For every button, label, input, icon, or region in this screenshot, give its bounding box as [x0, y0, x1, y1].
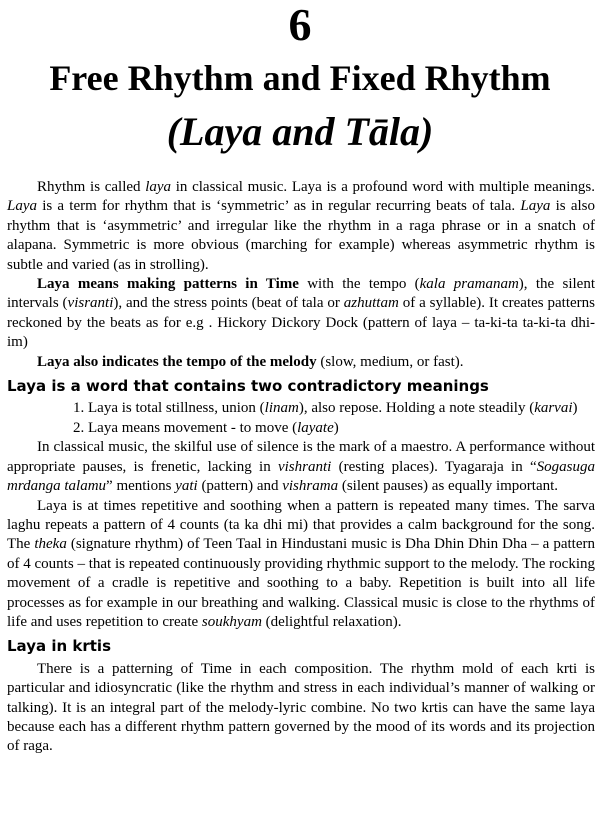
chapter-title: Free Rhythm and Fixed Rhythm — [49, 58, 551, 98]
paragraph-krti-patterning: There is a patterning of Time in each composition. The rhythm mold of each krti is particular and idiosyncratic (like the rhythm and stress in each individual’s manner of walking or talking). It is an integral part of the melody-lyric combine. No two krtis can have the same laya because each has a different rhythm pattern governed by the mood of its words and its projection of raga. — [7, 660, 595, 755]
paragraph-patterns-in-time: Laya means making patterns in Time with the tempo (kala pramanam), the silent intervals (visranti), and the stress points (beat of tala or azhuttam of a syllable). It creates patterns reckoned by the beats as for e.g . Hickory Dickory Dock (pattern of laya – ta-ki-ta ta-ki-ta dhi-im) — [7, 276, 595, 351]
paragraph-repetition: Laya is at times repetitive and soothing when a pattern is repeated many times. The sarva laghu repeats a pattern of 4 counts (ta ka dhi mi) that provides a calm background for the song. The theka (signature rhythm) of Teen Taal in Hindustani music is Dha Dhin Dhin Dha – a pattern of 4 counts – that is repeated continuously providing rhythmic support to the melody. The rocking movement of a cradle is repetitive and soothing to a baby. Repetition is built into all life processes as for example in our breathing and walking. Classical music is close to the rhythms of life and uses repetition to create soukhyam (delightful relaxation). — [7, 497, 595, 630]
body-text — [7, 178, 595, 757]
paragraph-tempo: Laya also indicates the tempo of the melody (slow, medium, or fast). — [37, 353, 464, 370]
paragraph-silence: In classical music, the skilful use of silence is the mark of a maestro. A performance without appropriate pauses, is frenetic, lacking in vishranti (resting places). Tyagaraja in “Sogasuga mrdanga talamu” mentions yati (pattern) and vishrama (silent pauses) as equally important. — [7, 439, 595, 495]
chapter-subtitle: (Laya and Tāla) — [166, 109, 434, 154]
section-heading-contradictory-meanings: Laya is a word that contains two contradictory meanings — [7, 377, 489, 396]
paragraph-rhythm-laya: Rhythm is called laya in classical music. Laya is a profound word with multiple meanings. Laya is a term for rhythm that is ‘symmetric’ as in regular recurring beats of tala. Laya is also rhythm that is ‘asymmetric’ and irregular like the rhythm in a raga phrase or in a snatch of alapana. Symmetric is more obvious (marching for example) whereas asymmetric rhythm is subtle and varied (as in strolling). — [7, 179, 596, 273]
chapter-number: 6 — [288, 0, 312, 50]
list-item-stillness: 1. Laya is total stillness, union (linam), also repose. Holding a note steadily (karvai) — [73, 400, 578, 417]
section-heading-laya-in-krtis: Laya in krtis — [7, 637, 111, 656]
list-item-movement: 2. Laya means movement - to move (layate) — [73, 419, 339, 436]
